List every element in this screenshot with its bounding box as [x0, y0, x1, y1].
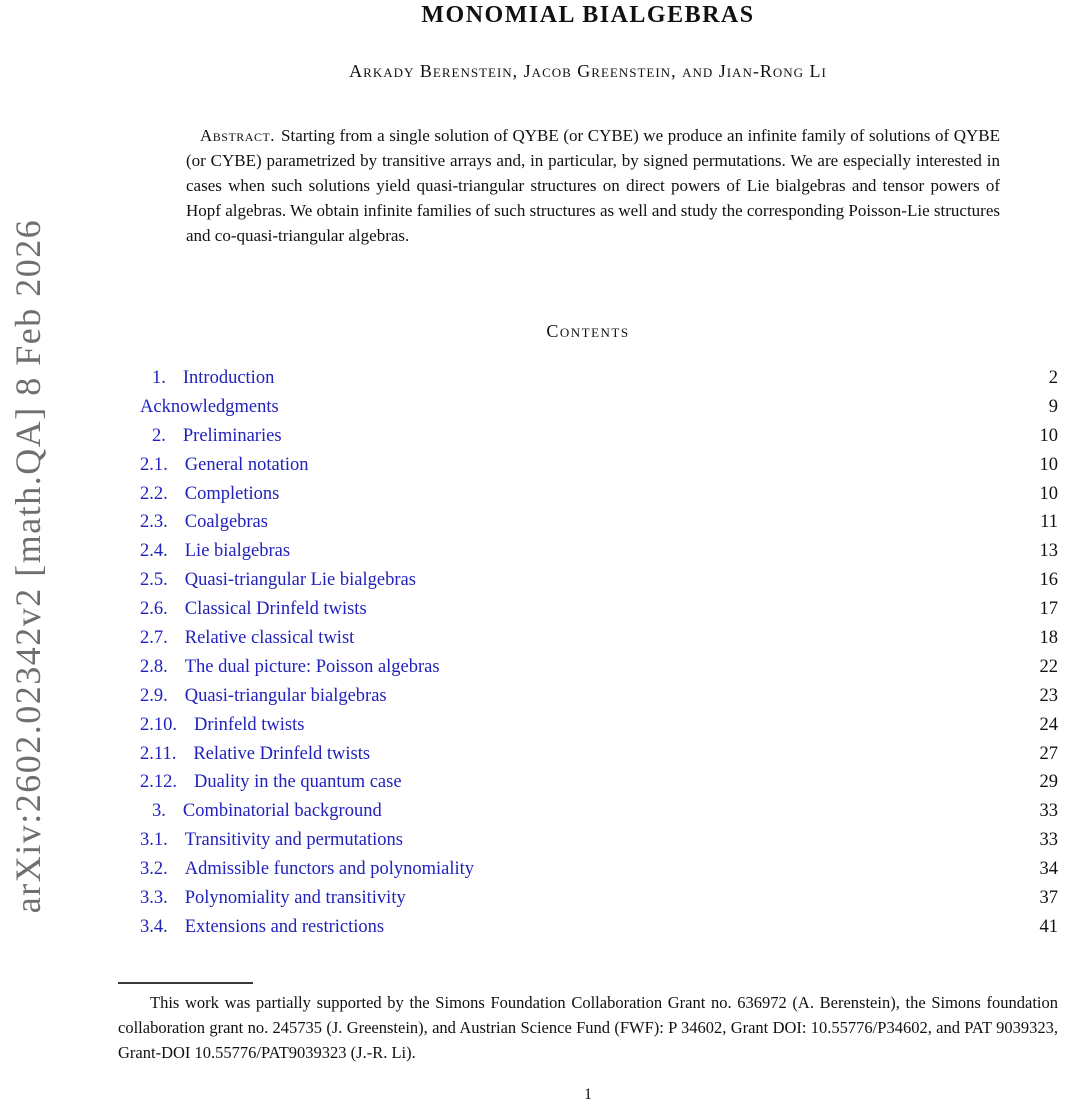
authors-line: Arkady Berenstein, Jacob Greenstein, and Jian-Rong Li	[349, 61, 827, 81]
toc-entry-page-number: 17	[1039, 599, 1058, 620]
toc-entry-link[interactable]	[118, 364, 1058, 393]
toc-entry-title: Completions	[184, 483, 280, 504]
toc-entry-link[interactable]	[118, 884, 1058, 913]
toc-entry-link[interactable]	[118, 624, 1058, 653]
toc-entry-number: 2.1.	[140, 454, 168, 475]
toc-entry-title: Acknowledgments	[140, 396, 279, 417]
toc-entry-link[interactable]	[118, 480, 1058, 509]
toc-entry-link[interactable]	[118, 393, 1058, 422]
toc-entry-link[interactable]	[118, 826, 1058, 855]
toc-entry-title: Drinfeld twists	[194, 714, 305, 735]
toc-entry-title: General notation	[184, 454, 309, 475]
toc-entry-number: 2.9.	[140, 685, 168, 706]
toc-entry-page-number: 23	[1039, 685, 1058, 706]
toc-entry-page-number: 24	[1039, 714, 1058, 735]
toc-entry-title: Polynomiality and transitivity	[184, 888, 406, 909]
toc-entry-link[interactable]	[118, 653, 1058, 682]
paper-title: MONOMIAL BIALGEBRAS	[421, 2, 755, 28]
toc-entry-number: 2.4.	[140, 541, 168, 562]
footnote-rule	[118, 982, 253, 984]
toc-entry-title: Transitivity and permutations	[184, 830, 403, 851]
toc-entry-number: 3.3.	[140, 888, 168, 909]
toc-entry-link[interactable]	[118, 422, 1058, 451]
toc-entry-page-number: 2	[1048, 368, 1058, 388]
toc-entry-link[interactable]	[118, 537, 1058, 566]
toc-entry-title: Quasi-triangular bialgebras	[184, 685, 387, 706]
toc-entry-title: Relative Drinfeld twists	[193, 743, 371, 764]
toc-entry-page-number: 18	[1039, 628, 1058, 649]
toc-entry-link[interactable]	[118, 566, 1058, 595]
footnote-block	[118, 982, 1058, 1065]
toc-entry-link[interactable]	[118, 768, 1058, 797]
abstract-paragraph	[186, 123, 1000, 248]
toc-entry-number: 2.2.	[140, 483, 168, 504]
toc-entry-number: 2.5.	[140, 570, 168, 591]
toc-entry-number: 2.11.	[140, 743, 177, 764]
toc-entry-page-number: 27	[1039, 743, 1058, 764]
toc-entry-link[interactable]	[118, 855, 1058, 884]
toc-entry-page-number: 10	[1039, 425, 1058, 446]
page-number: 1	[584, 1086, 592, 1103]
table-of-contents	[118, 364, 1058, 942]
toc-entry-link[interactable]	[118, 913, 1058, 942]
toc-entry-page-number: 13	[1039, 541, 1058, 562]
toc-entry-page-number: 37	[1039, 888, 1058, 909]
toc-entry-page-number: 33	[1039, 830, 1058, 851]
toc-entry-page-number: 10	[1039, 454, 1058, 475]
toc-entry-number: 3.4.	[140, 916, 168, 937]
toc-entry-number: 3.2.	[140, 859, 168, 880]
toc-entry-number: 3.1.	[140, 830, 168, 851]
toc-entry-page-number: 9	[1048, 396, 1058, 417]
funding-footnote: This work was partially supported by the Simons Foundation Collaboration Grant no. 636972 (A. Berenstein), the Simons foundation collaboration grant no. 245735 (J. Greenstein), and Austrian Science Fund (FWF): P 34602, Grant DOI: 10.55776/P34602, and PAT 9039323, Grant-DOI 10.55776/PAT9039323 (J.-R. Li).	[118, 993, 1058, 1062]
toc-entry-title: Duality in the quantum case	[194, 772, 402, 793]
toc-entry-number: 2.8.	[140, 656, 168, 677]
toc-entry-number: 3.	[152, 801, 166, 822]
arxiv-watermark: arXiv:2602.02342v2 [math.QA] 8 Feb 2026	[8, 218, 48, 914]
toc-entry-number: 2.3.	[140, 512, 168, 533]
abstract-label: Abstract.	[200, 126, 276, 145]
toc-entry-link[interactable]	[118, 451, 1058, 480]
toc-entry-page-number: 41	[1039, 916, 1058, 937]
toc-entry-page-number: 11	[1040, 512, 1058, 533]
toc-entry-title: Quasi-triangular Lie bialgebras	[184, 570, 416, 591]
toc-entry-number: 2.10.	[140, 714, 177, 735]
toc-entry-page-number: 16	[1039, 570, 1058, 591]
toc-entry-page-number: 33	[1039, 801, 1058, 822]
toc-entry-title: Preliminaries	[182, 425, 282, 446]
toc-entry-link[interactable]	[118, 740, 1058, 769]
toc-entry-link[interactable]	[118, 711, 1058, 740]
toc-entry-title: Introduction	[182, 368, 275, 388]
toc-entry-link[interactable]	[118, 508, 1058, 537]
toc-entry-title: Lie bialgebras	[184, 541, 291, 562]
toc-entry-title: The dual picture: Poisson algebras	[184, 656, 440, 677]
toc-entry-title: Admissible functors and polynomiality	[184, 859, 475, 880]
toc-entry-title: Coalgebras	[184, 512, 268, 533]
toc-entry-number: 2.7.	[140, 628, 168, 649]
toc-entry-page-number: 29	[1039, 772, 1058, 793]
paper-content	[118, 0, 1058, 1111]
toc-entry-page-number: 10	[1039, 483, 1058, 504]
toc-entry-number: 1.	[152, 368, 166, 388]
toc-entry-link[interactable]	[118, 595, 1058, 624]
toc-entry-title: Classical Drinfeld twists	[184, 599, 367, 620]
abstract-text: Starting from a single solution of QYBE (or CYBE) we produce an infinite family of solutions of QYBE (or CYBE) parametrized by transitive arrays and, in particular, by signed permutations. We are especially interested in cases when such solutions yield quasi-triangular structures on direct powers of Lie bialgebras and tensor powers of Hopf algebras. We obtain infinite families of such structures as well and study the corresponding Poisson-Lie structures and co-quasi-triangular algebras.	[186, 126, 1000, 245]
contents-heading: Contents	[546, 321, 630, 341]
toc-entry-number: 2.	[152, 425, 166, 446]
toc-entry-number: 2.12.	[140, 772, 177, 793]
toc-entry-title: Relative classical twist	[184, 628, 355, 649]
toc-entry-title: Combinatorial background	[182, 801, 382, 822]
toc-entry-page-number: 34	[1039, 859, 1058, 880]
toc-entry-link[interactable]	[118, 797, 1058, 826]
toc-entry-page-number: 22	[1039, 656, 1058, 677]
toc-entry-title: Extensions and restrictions	[184, 916, 385, 937]
toc-entry-number: 2.6.	[140, 599, 168, 620]
toc-entry-link[interactable]	[118, 682, 1058, 711]
